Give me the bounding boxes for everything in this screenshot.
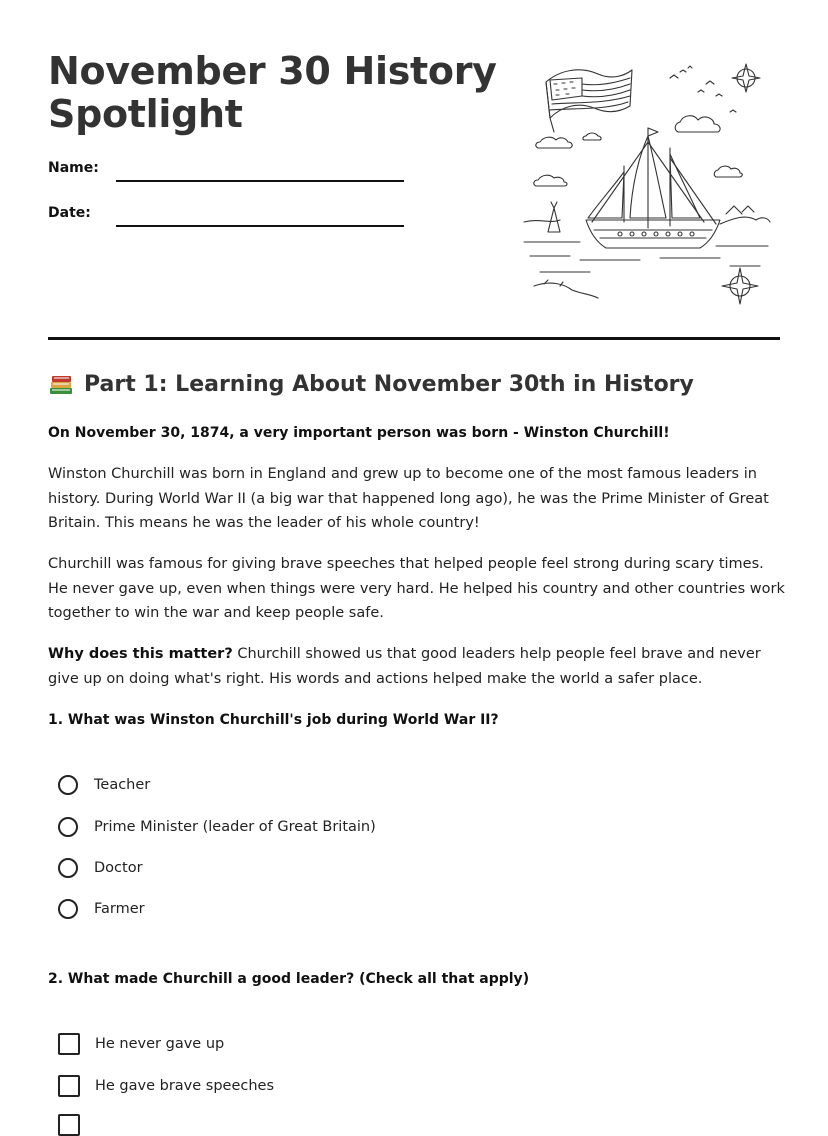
q2-option-partial[interactable] xyxy=(58,1114,95,1136)
radio-button[interactable] xyxy=(58,775,78,795)
option-label: Farmer xyxy=(94,901,145,917)
name-field[interactable] xyxy=(116,180,404,182)
date-label: Date: xyxy=(48,205,91,221)
option-label: Teacher xyxy=(94,777,151,793)
why-label: Why does this matter? xyxy=(48,646,233,662)
checkbox[interactable] xyxy=(58,1033,80,1055)
radio-button[interactable] xyxy=(58,858,78,878)
date-field[interactable] xyxy=(116,225,404,227)
lead-sentence: On November 30, 1874, a very important person was born - Winston Churchill! xyxy=(48,425,670,441)
option-label: He gave brave speeches xyxy=(95,1078,275,1094)
header-divider xyxy=(48,337,780,340)
paragraph-1: Winston Churchill was born in England and grew up to become one of the most famous leaders in history. During World War II (a big war that happened long ago), he was the Prime Minister of Great Britain. This means he was the leader of his whole country! xyxy=(48,466,769,531)
option-label: Prime Minister (leader of Great Britain) xyxy=(94,819,376,835)
checkbox[interactable] xyxy=(58,1114,80,1136)
checkbox[interactable] xyxy=(58,1075,80,1097)
option-label: Doctor xyxy=(94,860,143,876)
q1-option-doctor[interactable] xyxy=(58,858,143,878)
question-1: 1. What was Winston Churchill's job during World War II? xyxy=(48,712,499,728)
q2-option-brave-speeches[interactable] xyxy=(58,1075,274,1097)
q2-option-never-gave-up[interactable] xyxy=(58,1033,224,1055)
books-icon xyxy=(48,373,74,397)
option-label: He never gave up xyxy=(95,1036,225,1052)
part1-heading-text: Part 1: Learning About November 30th in History xyxy=(84,372,694,397)
radio-button[interactable] xyxy=(58,899,78,919)
page-title: November 30 History Spotlight xyxy=(48,49,497,136)
ship-with-flag-illustration xyxy=(520,62,772,308)
question-2: 2. What made Churchill a good leader? (Check all that apply) xyxy=(48,971,530,987)
name-label: Name: xyxy=(48,160,99,176)
radio-button[interactable] xyxy=(58,817,78,837)
q1-option-teacher[interactable] xyxy=(58,775,150,795)
paragraph-2: Churchill was famous for giving brave speeches that helped people feel strong during scary times. He never gave up, even when things were very hard. He helped his country and other countries work together to win the war and keep people safe. xyxy=(48,556,785,621)
why-paragraph xyxy=(48,642,788,691)
part1-heading xyxy=(48,372,694,397)
q1-option-farmer[interactable] xyxy=(58,899,145,919)
why-text: Churchill showed us that good leaders help people feel brave and never give up on doing what's right. His words and actions helped make the world a safer place. xyxy=(48,646,761,687)
q1-option-prime-minister[interactable] xyxy=(58,817,376,837)
